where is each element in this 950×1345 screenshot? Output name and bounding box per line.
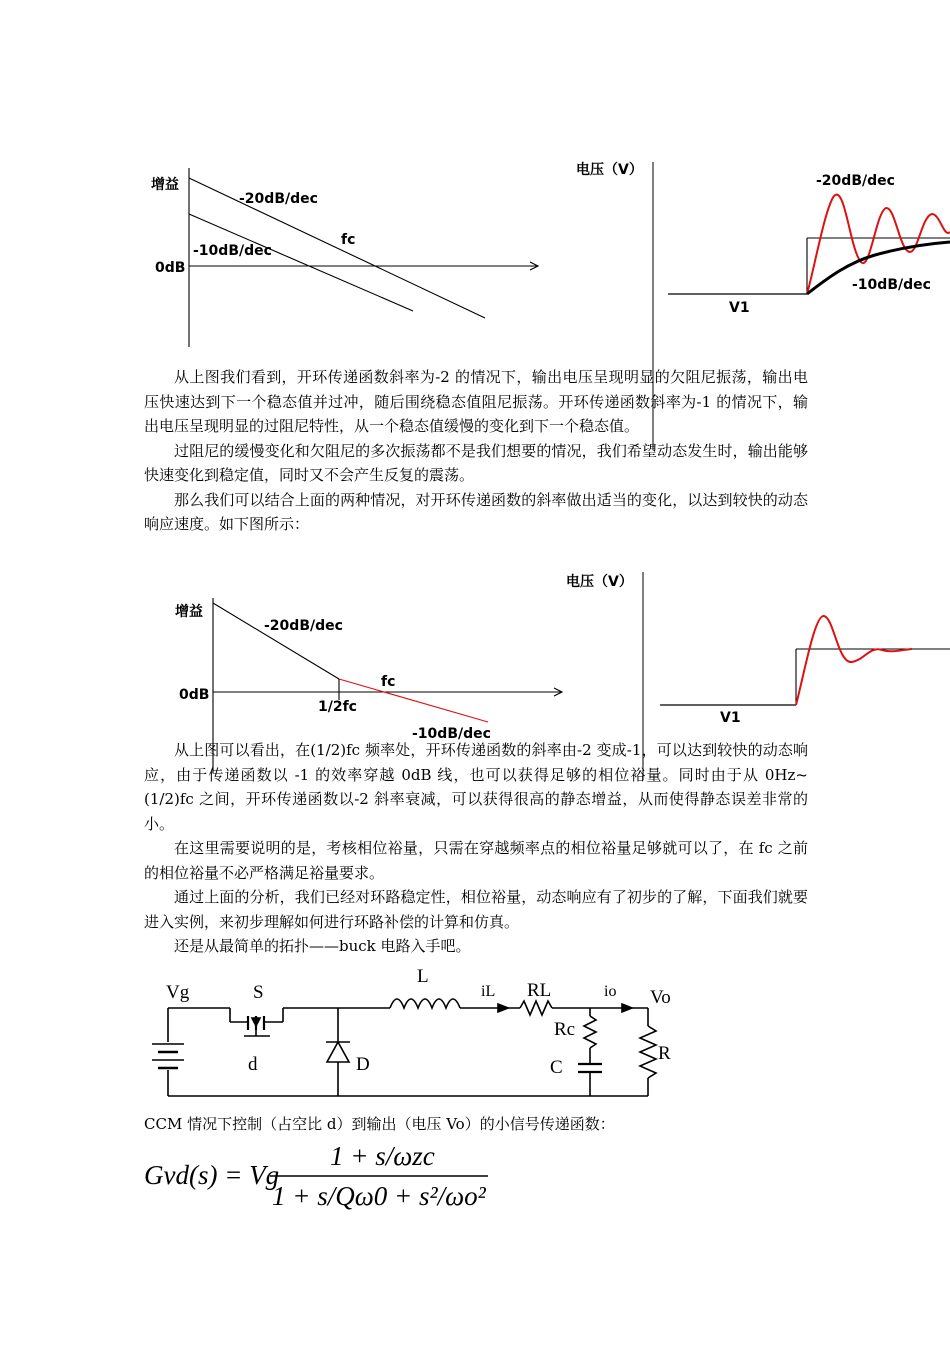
paragraph: 从上图我们看到，开环传递函数斜率为-2 的情况下，输出电压呈现明显的欠阻尼振荡，输出电压快速达到下一个稳态值并过冲，随后围绕稳态值阻尼振荡。开环传递函数斜率为-1 的情况下，输出电压呈现明显的过阻尼特性，从一个稳态值缓慢的变化到下一个稳态值。 — [144, 368, 808, 435]
circuit-vo-label: Vo — [650, 987, 671, 1008]
r-resistor — [640, 1026, 656, 1078]
paragraph: 那么我们可以结合上面的两种情况，对开环传递函数的斜率做出适当的变化，以达到较快的动态响应速度。如下图所示： — [144, 490, 808, 533]
fig1-gain-label: 增益 — [151, 177, 179, 193]
formula-lhs: Gvd(s) = Vg — [144, 1160, 280, 1190]
circuit-vg-label: Vg — [166, 982, 190, 1003]
fig2-half-fc-label: 1/2fc — [318, 699, 357, 715]
bode1-line-minus10 — [189, 214, 413, 311]
circuit-il-label: iL — [481, 983, 496, 1000]
fig2-gain-label: 增益 — [175, 604, 203, 620]
fig1-resp-minus10-label: -10dB/dec — [852, 277, 931, 293]
fig1-v1-label: V1 — [729, 300, 750, 316]
circuit-c-label: C — [550, 1057, 563, 1078]
resp2-optimal-curve — [796, 616, 912, 705]
formula-denominator: 1 + s/Qω0 + s²/ωo² — [272, 1181, 486, 1211]
formula-numerator: 1 + s/ωzc — [330, 1141, 435, 1171]
paragraph: 从上图可以看出，在(1/2)fc 频率处，开环传递函数的斜率由-2 变成-1，可以达到较快的动态响应，由于传递函数以 -1 的效率穿越 0dB 线，也可以获得足够的相位裕量。同时由于从 0Hz~(1/2)fc 之间，开环传递函数以-2 斜率衰减，可以获得很高的静态增益，从而使得静态误差非常的小。 — [144, 741, 808, 833]
caption-text: CCM 情况下控制（占空比 d）到输出（电压 Vo）的小信号传递函数： — [144, 1115, 615, 1133]
buck-circuit — [152, 999, 656, 1096]
paragraph-block-1 — [144, 365, 808, 537]
fig2-slope-minus20-label: -20dB/dec — [264, 618, 343, 634]
switch-arrow — [252, 1018, 260, 1026]
inductor-coil — [390, 999, 460, 1008]
circuit-d-label: d — [248, 1054, 258, 1075]
circuit-r-label: R — [658, 1043, 671, 1064]
fig1-resp-minus20-label: -20dB/dec — [816, 173, 895, 189]
paragraph: 过阻尼的缓慢变化和欠阻尼的多次振荡都不是我们想要的情况，我们希望动态发生时，输出能够快速变化到稳定值，同时又不会产生反复的震荡。 — [144, 441, 808, 484]
transfer-function-caption — [144, 1112, 808, 1137]
fig2-fc-label: fc — [381, 674, 396, 690]
bode2-line-minus20 — [213, 603, 339, 679]
paragraph: 通过上面的分析，我们已经对环路稳定性，相位裕量，动态响应有了初步的了解，下面我们就要进入实例，来初步理解如何进行环路补偿的计算和仿真。 — [144, 888, 808, 931]
circuit-inductor-label: L — [417, 966, 429, 987]
fig1-fc-label: fc — [341, 232, 356, 248]
fig1-zero-db-label: 0dB — [155, 260, 186, 276]
fig1-slope-minus10-label: -10dB/dec — [193, 243, 272, 259]
diode-triangle — [327, 1042, 349, 1062]
fig1-slope-minus20-label: -20dB/dec — [239, 191, 318, 207]
paragraph: 在这里需要说明的是，考核相位裕量，只需在穿越频率点的相位裕量足够就可以了，在 fc 之前的相位裕量不必严格满足裕量要求。 — [144, 839, 808, 882]
fig2-slope-minus10-label: -10dB/dec — [412, 726, 491, 742]
bode2-line-minus10 — [339, 679, 488, 722]
fig1-voltage-label: 电压（V） — [576, 162, 643, 178]
fig2-zero-db-label: 0dB — [179, 687, 210, 703]
rl-resistor — [520, 1001, 552, 1015]
fig2-v1-label: V1 — [720, 710, 741, 726]
circuit-diode-label: D — [356, 1054, 370, 1075]
circuit-rl-label: RL — [527, 980, 552, 1001]
io-arrow — [622, 1004, 632, 1012]
rc-resistor — [584, 1016, 596, 1048]
circuit-io-label: io — [604, 983, 617, 1000]
paragraph-block-2 — [144, 738, 808, 959]
fig2-voltage-label: 电压（V） — [566, 574, 633, 590]
paragraph: 还是从最简单的拓扑——buck 电路入手吧。 — [174, 937, 471, 955]
il-arrow — [498, 1004, 508, 1012]
circuit-rc-label: Rc — [554, 1019, 576, 1040]
circuit-s-label: S — [253, 982, 264, 1003]
